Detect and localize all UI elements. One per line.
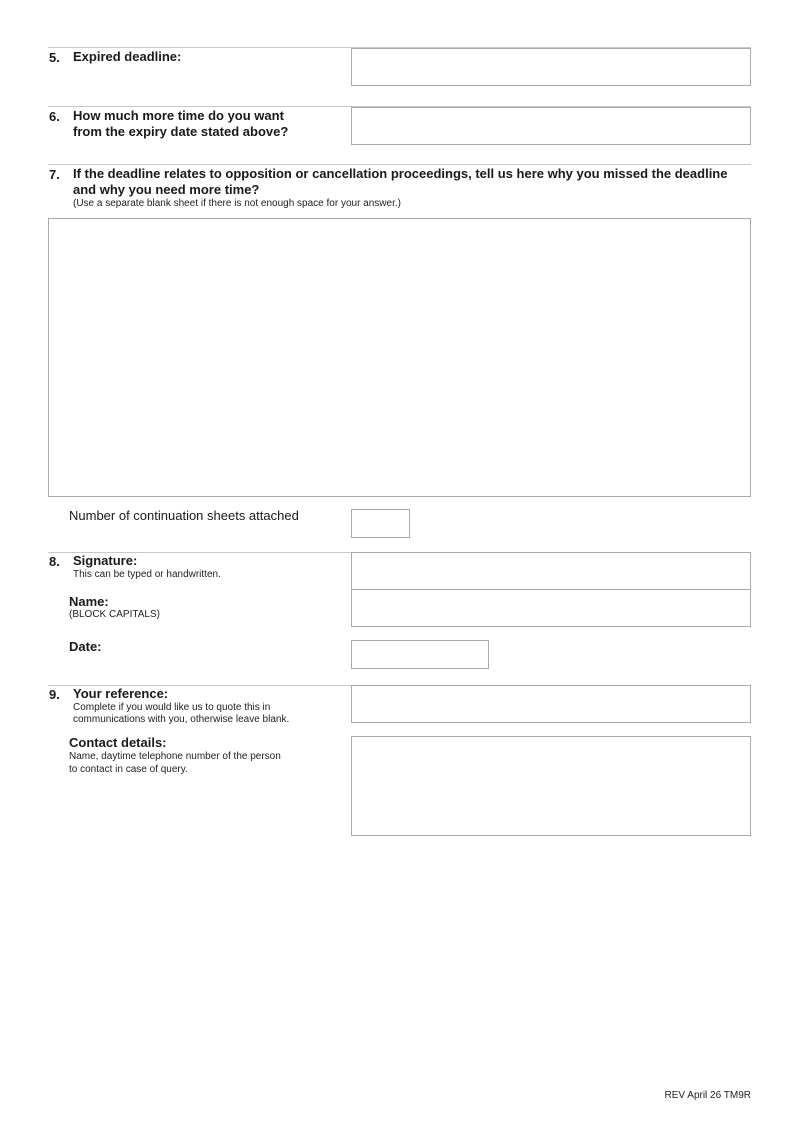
expired-deadline-field[interactable] [351,48,751,86]
reason-textarea[interactable] [48,218,751,497]
form-revision-footer: REV April 26 TM9R [664,1090,751,1101]
your-reference-note-line2: communications with you, otherwise leave blank. [73,714,290,725]
your-reference-field[interactable] [351,685,751,723]
more-time-label-line1: How much more time do you want [73,108,284,123]
section-5-number: 5. [49,50,60,65]
reason-note: (Use a separate blank sheet if there is not enough space for your answer.) [73,198,401,209]
your-reference-note-line1: Complete if you would like us to quote this in [73,702,271,713]
date-field[interactable] [351,640,489,669]
section-6-number: 6. [49,109,60,124]
continuation-sheets-field[interactable] [351,509,410,538]
contact-details-note-line2: to contact in case of query. [69,764,188,775]
reason-label-line2: and why you need more time? [73,182,260,197]
section-8-number: 8. [49,554,60,569]
section-9-number: 9. [49,687,60,702]
continuation-sheets-label: Number of continuation sheets attached [69,508,299,523]
signature-note: This can be typed or handwritten. [73,569,221,580]
reason-label-line1: If the deadline relates to opposition or cancellation proceedings, tell us here why you missed the deadline [73,166,728,181]
section-7-divider [48,164,751,165]
contact-details-field[interactable] [351,736,751,836]
name-field[interactable] [351,589,751,627]
section-7-number: 7. [49,167,60,182]
your-reference-label: Your reference: [73,686,169,701]
signature-field[interactable] [351,552,751,590]
date-label: Date: [69,639,102,654]
more-time-field[interactable] [351,107,751,145]
contact-details-note-line1: Name, daytime telephone number of the person [69,751,281,762]
contact-details-label: Contact details: [69,735,167,750]
more-time-label-line2: from the expiry date stated above? [73,124,289,139]
expired-deadline-label: Expired deadline: [73,49,182,64]
signature-label: Signature: [73,553,138,568]
name-note: (BLOCK CAPITALS) [69,609,160,620]
name-label: Name: [69,594,109,609]
